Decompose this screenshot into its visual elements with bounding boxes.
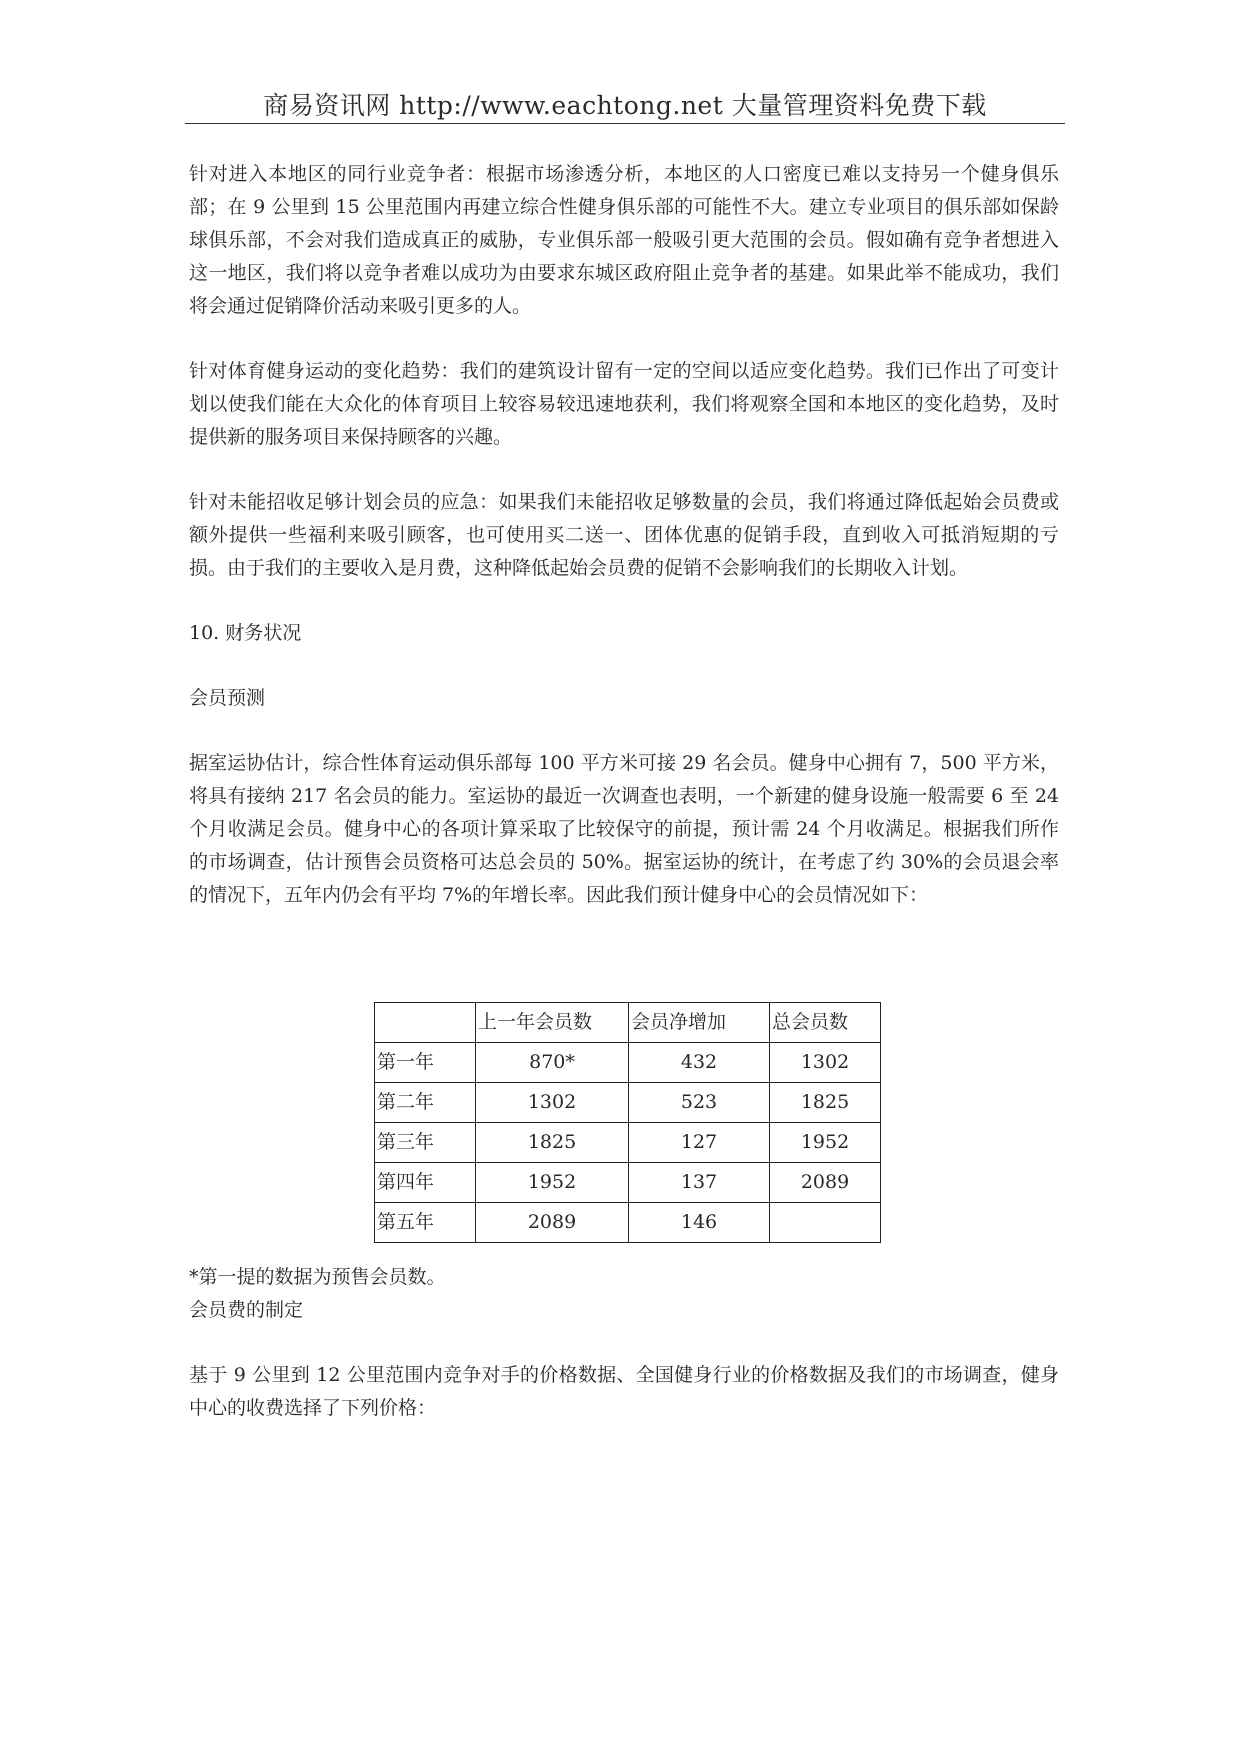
membership-table (374, 1002, 881, 1243)
table-row (375, 1203, 881, 1243)
table-cell: 127 (629, 1123, 770, 1163)
paragraph-contingency: 针对未能招收足够计划会员的应急：如果我们未能招收足够数量的会员，我们将通过降低起始会员费或额外提供一些福利来吸引顾客，也可使用买二送一、团体优惠的促销手段，直到收入可抵消短期的亏损。由于我们的主要收入是月费，这种降低起始会员费的促销不会影响我们的长期收入计划。 (189, 491, 1059, 579)
table-cell: 870* (476, 1043, 629, 1083)
table-header-cell: 会员净增加 (629, 1003, 770, 1043)
paragraph-forecast: 据室运协估计，综合性体育运动俱乐部每 100 平方米可接 29 名会员。健身中心拥有 7，500 平方米，将具有接纳 217 名会员的能力。室运协的最近一次调查也表明，一个新建的健身设施一般需要 6 至 24 个月收满足会员。健身中心的各项计算采取了比较保守的前提，预计需 24 个月收满足。根据我们所作的市场调查，估计预售会员资格可达总会员的 50%。据室运协的统计，在考虑了约 30%的会员退会率的情况下，五年内仍会有平均 7%的年增长率。因此我们预计健身中心的会员情况如下： (189, 752, 1059, 906)
table-header-cell (375, 1003, 476, 1043)
heading-membership-forecast: 会员预测 (189, 687, 266, 709)
table-cell: 第三年 (375, 1123, 476, 1163)
table-cell: 1825 (476, 1123, 629, 1163)
paragraph-fee: 基于 9 公里到 12 公里范围内竞争对手的价格数据、全国健身行业的价格数据及我们的市场调查，健身中心的收费选择了下列价格： (189, 1364, 1059, 1419)
table-cell: 146 (629, 1203, 770, 1243)
document-body (189, 158, 1059, 1457)
table-header-cell: 上一年会员数 (476, 1003, 629, 1043)
table-header-row (375, 1003, 881, 1043)
table-row (375, 1043, 881, 1083)
table-row (375, 1163, 881, 1203)
table-cell: 2089 (770, 1163, 881, 1203)
table-cell: 第二年 (375, 1083, 476, 1123)
table-cell: 1952 (476, 1163, 629, 1203)
paragraph-trends: 针对体育健身运动的变化趋势：我们的建筑设计留有一定的空间以适应变化趋势。我们已作出了可变计划以使我们能在大众化的体育项目上较容易较迅速地获利，我们将观察全国和本地区的变化趋势，及时提供新的服务项目来保持顾客的兴趣。 (189, 360, 1059, 448)
header-divider (185, 123, 1065, 124)
table-cell: 第四年 (375, 1163, 476, 1203)
table-cell: 523 (629, 1083, 770, 1123)
table-row (375, 1123, 881, 1163)
membership-table-wrapper (189, 1002, 1059, 1243)
table-cell: 1952 (770, 1123, 881, 1163)
table-cell: 432 (629, 1043, 770, 1083)
table-cell: 1302 (770, 1043, 881, 1083)
table-row (375, 1083, 881, 1123)
table-cell: 第一年 (375, 1043, 476, 1083)
table-cell: 1302 (476, 1083, 629, 1123)
table-cell (770, 1203, 881, 1243)
table-footnote: *第一提的数据为预售会员数。 (189, 1266, 446, 1288)
paragraph-competitors: 针对进入本地区的同行业竞争者：根据市场渗透分析，本地区的人口密度已难以支持另一个健身俱乐部；在 9 公里到 15 公里范围内再建立综合性健身俱乐部的可能性不大。建立专业项目的俱乐部如保龄球俱乐部，不会对我们造成真正的威胁，专业俱乐部一般吸引更大范围的会员。假如确有竞争者想进入这一地区，我们将以竞争者难以成功为由要求东城区政府阻止竞争者的基建。如果此举不能成功，我们将会通过促销降价活动来吸引更多的人。 (189, 163, 1059, 317)
heading-membership-fee: 会员费的制定 (189, 1299, 304, 1321)
table-header-cell: 总会员数 (770, 1003, 881, 1043)
page-header-title: 商易资讯网 http://www.eachtong.net 大量管理资料免费下载 (263, 91, 987, 120)
table-cell: 1825 (770, 1083, 881, 1123)
table-cell: 137 (629, 1163, 770, 1203)
table-cell: 第五年 (375, 1203, 476, 1243)
heading-financial-status: 10. 财务状况 (189, 622, 302, 644)
table-cell: 2089 (476, 1203, 629, 1243)
